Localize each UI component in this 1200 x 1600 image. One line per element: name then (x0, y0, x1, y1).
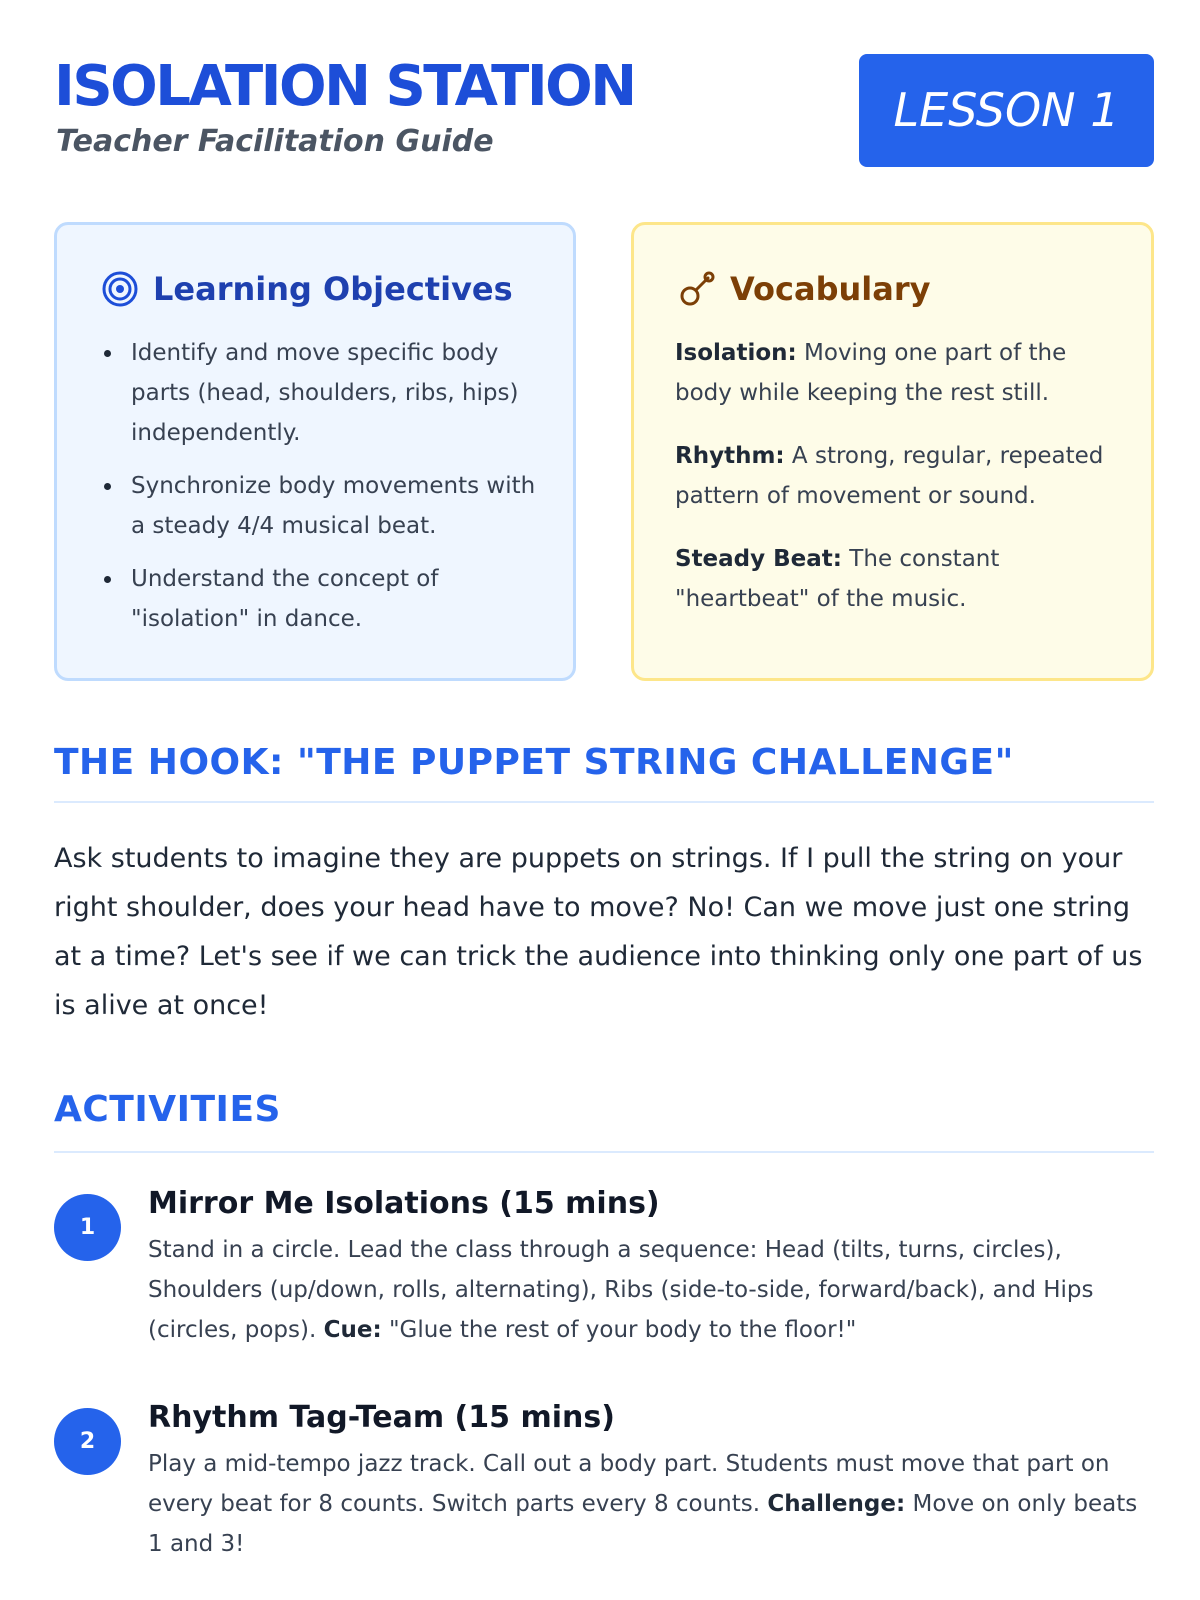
vocab-term: Rhythm: (675, 443, 785, 469)
page-title: ISOLATION STATION (54, 54, 635, 119)
activities-divider (54, 1151, 1154, 1153)
target-icon (101, 270, 139, 308)
vocabulary-title: Vocabulary (730, 270, 931, 308)
activity-cue-label: Cue: (323, 1317, 382, 1343)
activity-title: Mirror Me Isolations (15 mins) (148, 1186, 660, 1221)
vocab-term: Isolation: (675, 340, 797, 366)
vocab-definition: Moving one part of the body while keeping the rest still. (675, 340, 1067, 406)
lesson-badge: LESSON 1 (859, 54, 1154, 167)
objectives-list (131, 333, 541, 652)
activities-section-title: ACTIVITIES (54, 1089, 281, 1130)
vocab-entry (675, 539, 1125, 619)
learning-objectives-title: Learning Objectives (153, 270, 513, 308)
activity-title: Rhythm Tag-Team (15 mins) (148, 1400, 615, 1435)
activity-text: Play a mid-tempo jazz track. Call out a body part. Students must move that part on every beat for 8 counts. Switch parts every 8 counts. (148, 1451, 1110, 1517)
key-icon (678, 270, 716, 308)
hook-text: Ask students to imagine they are puppets on strings. If I pull the string on your right shoulder, does your head have to move? No! Can we move just one string at a time? Let's see if we can trick the audience into thinking only one part of us is alive at once! (54, 843, 1143, 1021)
vocab-entry (675, 436, 1125, 516)
hook-divider (54, 801, 1154, 803)
vocabulary-header (678, 269, 930, 309)
page-subtitle: Teacher Facilitation Guide (56, 124, 494, 159)
activity-description (148, 1230, 1158, 1350)
vocab-definition: The constant "heartbeat" of the music. (675, 546, 1000, 612)
activity-challenge-label: Challenge: (767, 1491, 906, 1517)
learning-objectives-card (54, 222, 576, 681)
vocab-definition: A strong, regular, repeated pattern of movement or sound. (675, 443, 1104, 509)
activity-number-badge: 2 (54, 1408, 121, 1475)
hook-section-title: THE HOOK: "THE PUPPET STRING CHALLENGE" (54, 742, 1014, 783)
vocabulary-card (631, 222, 1154, 681)
objective-item: Identify and move specific body parts (head, shoulders, ribs, hips) independently. (131, 333, 541, 453)
activity-challenge-text: Move on only beats 1 and 3! (148, 1491, 1138, 1557)
activity-cue-text: "Glue the rest of your body to the floor!" (381, 1317, 857, 1343)
learning-objectives-header (101, 269, 513, 309)
vocab-entry (675, 333, 1125, 413)
vocabulary-list (675, 333, 1125, 632)
objective-item: Synchronize body movements with a steady 4/4 musical beat. (131, 466, 541, 546)
activity-number-badge: 1 (54, 1194, 121, 1261)
objective-item: Understand the concept of "isolation" in dance. (131, 559, 541, 639)
vocab-term: Steady Beat: (675, 546, 842, 572)
activity-text: Stand in a circle. Lead the class through a sequence: Head (tilts, turns, circles), Shoulders (up/down, rolls, alternating), Ribs (side-to-side, forward/back), and Hips (circles, pops). (148, 1237, 1094, 1343)
activity-description (148, 1444, 1158, 1564)
